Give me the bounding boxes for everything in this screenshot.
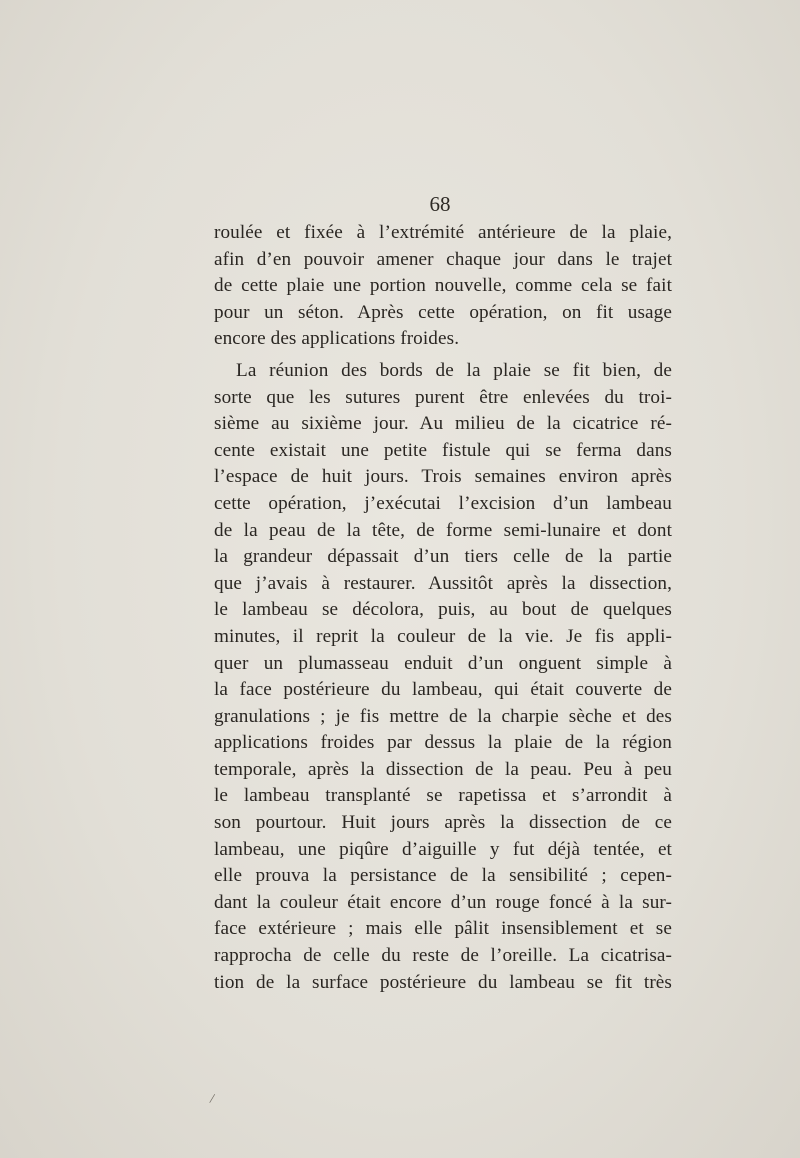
text-line: tion de la surface postérieure du lambeau se fit très bbox=[214, 971, 672, 993]
text-line: minutes, il reprit la couleur de la vie. Je fis appli- bbox=[214, 625, 672, 647]
text-line: face extérieure ; mais elle pâlit insensiblement et se bbox=[214, 918, 672, 940]
text-line: le lambeau transplanté se rapetissa et s’arrondit à bbox=[214, 785, 672, 807]
text-line: cette opération, j’exécutai l’excision d’un lambeau bbox=[214, 492, 672, 514]
text-line: pour un séton. Après cette opération, on fit usage bbox=[214, 301, 672, 323]
text-line: temporale, après la dissection de la peau. Peu à peu bbox=[214, 758, 672, 780]
text-line: de la peau de la tête, de forme semi-lunaire et dont bbox=[214, 519, 672, 541]
text-line: sième au sixième jour. Au milieu de la cicatrice ré- bbox=[214, 413, 672, 435]
text-line: cente existait une petite fistule qui se ferma dans bbox=[214, 439, 672, 461]
text-line: que j’avais à restaurer. Aussitôt après la dissection, bbox=[214, 572, 672, 594]
text-line: sorte que les sutures purent être enlevées du troi- bbox=[214, 386, 672, 408]
text-line: quer un plumasseau enduit d’un onguent simple à bbox=[214, 652, 672, 674]
paragraph bbox=[214, 220, 672, 353]
text-line: roulée et fixée à l’extrémité antérieure de la plaie, bbox=[214, 222, 672, 243]
text-line: la grandeur dépassait d’un tiers celle de la partie bbox=[214, 546, 672, 568]
text-line: de cette plaie une portion nouvelle, comme cela se fait bbox=[214, 275, 672, 297]
text-line: La réunion des bords de la plaie se fit bien, de bbox=[236, 359, 672, 381]
text-line: encore des applications froides. bbox=[214, 328, 460, 350]
page-number: 68 bbox=[429, 192, 451, 216]
text-line: elle prouva la persistance de la sensibilité ; cepen- bbox=[214, 865, 672, 887]
text-line: dant la couleur était encore d’un rouge foncé à la sur- bbox=[214, 891, 672, 913]
text-line: granulations ; je fis mettre de la charpie sèche et des bbox=[214, 705, 672, 727]
text-line: applications froides par dessus la plaie de la région bbox=[214, 732, 672, 754]
margin-mark: / bbox=[208, 1091, 216, 1108]
text-line: lambeau, une piqûre d’aiguille y fut déjà tentée, et bbox=[214, 838, 672, 860]
text-line: afin d’en pouvoir amener chaque jour dans le trajet bbox=[214, 248, 672, 270]
text-line: la face postérieure du lambeau, qui était couverte de bbox=[214, 679, 672, 701]
text-line: l’espace de huit jours. Trois semaines environ après bbox=[214, 466, 672, 488]
text-line: rapprocha de celle du reste de l’oreille. La cicatrisa- bbox=[214, 945, 672, 967]
body-text bbox=[214, 220, 672, 996]
text-line: son pourtour. Huit jours après la dissection de ce bbox=[214, 812, 672, 834]
text-line: le lambeau se décolora, puis, au bout de quelques bbox=[214, 599, 672, 621]
paragraph bbox=[214, 358, 672, 996]
